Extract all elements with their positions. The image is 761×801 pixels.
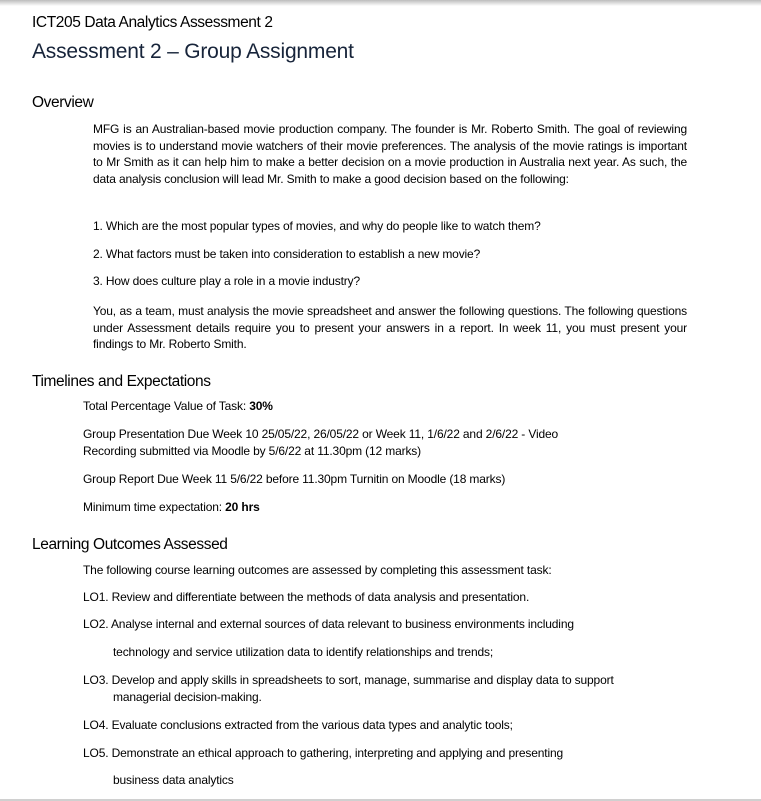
outcomes-intro: The following course learning outcomes are assessed by completing this assessment task: [83,563,552,577]
presentation-due-line1: Group Presentation Due Week 10 25/05/22, 26/05/22 or Week 11, 1/6/22 and 2/6/22 - Video [83,427,559,441]
lo1: LO1. Review and differentiate between the methods of data analysis and presentation. [83,590,530,604]
question-3: 3. How does culture play a role in a movie industry? [93,274,361,288]
lo2-line1: LO2. Analyse internal and external sources of data relevant to business environments including [83,617,574,631]
lo3-line2: managerial decision-making. [113,690,262,704]
question-2: 2. What factors must be taken into consideration to establish a new movie? [93,247,481,261]
question-1: 1. Which are the most popular types of movies, and why do people like to watch them? [93,219,541,233]
lo5-line2: business data analytics [113,773,234,787]
lo3-line1: LO3. Develop and apply skills in spreadsheets to sort, manage, summarise and display data to support [83,673,614,687]
document-title: ICT205 Data Analytics Assessment 2 [32,14,273,31]
page-top-shadow [0,0,761,6]
timelines-heading: Timelines and Expectations [32,373,211,390]
total-percentage: Total Percentage Value of Task: 30% [83,399,273,413]
lo5-line1: LO5. Demonstrate an ethical approach to gathering, interpreting and applying and presenting [83,746,564,760]
document-subtitle: Assessment 2 – Group Assignment [32,40,354,63]
report-due: Group Report Due Week 11 5/6/22 before 11.30pm Turnitin on Moodle (18 marks) [83,472,506,486]
outcomes-heading: Learning Outcomes Assessed [32,536,228,553]
presentation-due-line2: Recording submitted via Moodle by 5/6/22 at 11.30pm (12 marks) [83,444,421,458]
overview-heading: Overview [32,94,94,111]
overview-closing: You, as a team, must analysis the movie spreadsheet and answer the following questions. The following questions under Assessment details require you to present your answers in a report. In week 11, you must present your findings to Mr. Roberto Smith. [93,304,687,351]
min-time: Minimum time expectation: 20 hrs [83,500,260,514]
overview-intro: MFG is an Australian-based movie production company. The founder is Mr. Roberto Smith. The goal of reviewing movies is to understand movie watchers of their movie preferences. The analysis of the movie ratings is important to Mr Smith as it can help him to make a better decision on a movie production in Australia next year. As such, the data analysis conclusion will lead Mr. Smith to make a good decision based on the following: [93,122,687,186]
lo4: LO4. Evaluate conclusions extracted from the various data types and analytic tools; [83,718,513,732]
lo2-line2: technology and service utilization data to identify relationships and trends; [113,645,494,659]
